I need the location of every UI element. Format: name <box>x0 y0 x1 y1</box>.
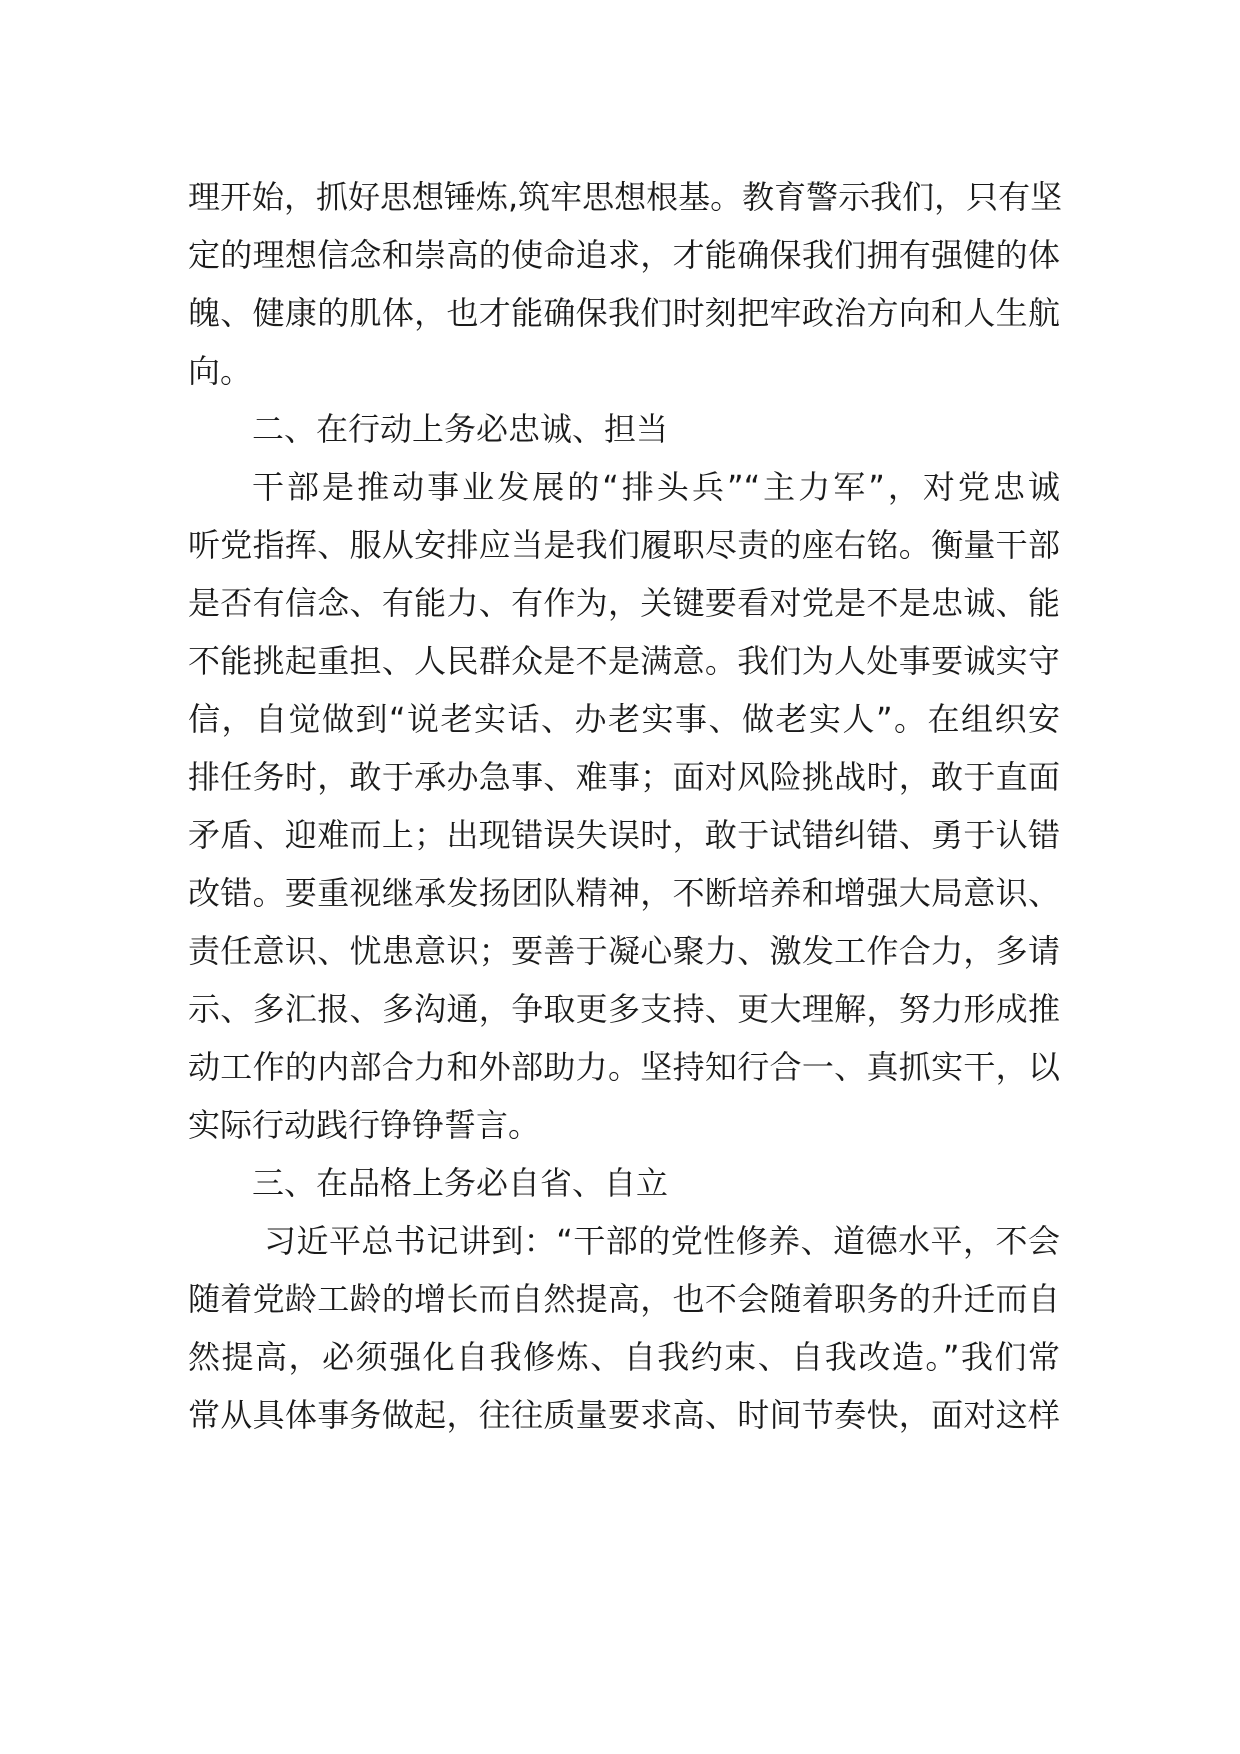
paragraph-line: 信，自觉做到“说老实话、办老实事、做老实人”。在组织安 <box>188 700 1060 738</box>
paragraph-line: 习近平总书记讲到：“干部的党性修养、道德水平，不会 <box>264 1222 1060 1260</box>
paragraph-line: 干部是推动事业发展的“排头兵”“主力军”，对党忠诚 <box>252 468 1060 506</box>
paragraph-line: 示、多汇报、多沟通，争取更多支持、更大理解，努力形成推 <box>188 990 1060 1028</box>
paragraph-line: 不能挑起重担、人民群众是不是满意。我们为人处事要诚实守 <box>188 642 1060 680</box>
paragraph-line: 常从具体事务做起，往往质量要求高、时间节奏快，面对这样 <box>188 1396 1060 1434</box>
paragraph-line: 向。 <box>188 352 253 390</box>
paragraph-line: 动工作的内部合力和外部助力。坚持知行合一、真抓实干，以 <box>188 1048 1060 1086</box>
paragraph-line: 魄、健康的肌体，也才能确保我们时刻把牢政治方向和人生航 <box>188 294 1060 332</box>
paragraph-line: 理开始，抓好思想锤炼,筑牢思想根基。教育警示我们，只有坚 <box>188 178 1063 216</box>
paragraph-line: 实际行动践行铮铮誓言。 <box>188 1106 541 1144</box>
paragraph-line: 随着党龄工龄的增长而自然提高，也不会随着职务的升迁而自 <box>188 1280 1060 1318</box>
section-heading-2: 二、在行动上务必忠诚、担当 <box>252 410 669 448</box>
paragraph-line: 听党指挥、服从安排应当是我们履职尽责的座右铭。衡量干部 <box>188 526 1060 564</box>
paragraph-line: 是否有信念、有能力、有作为，关键要看对党是不是忠诚、能 <box>188 584 1060 622</box>
paragraph-line: 改错。要重视继承发扬团队精神，不断培养和增强大局意识、 <box>188 874 1060 912</box>
paragraph-line: 定的理想信念和崇高的使命追求，才能确保我们拥有强健的体 <box>188 236 1060 274</box>
paragraph-line: 然提高，必须强化自我修炼、自我约束、自我改造。”我们常 <box>188 1338 1060 1376</box>
paragraph-line: 责任意识、忧患意识；要善于凝心聚力、激发工作合力，多请 <box>188 932 1060 970</box>
section-heading-3: 三、在品格上务必自省、自立 <box>252 1164 669 1202</box>
paragraph-line: 矛盾、迎难而上；出现错误失误时，敢于试错纠错、勇于认错 <box>188 816 1060 854</box>
paragraph-line: 排任务时，敢于承办急事、难事；面对风险挑战时，敢于直面 <box>188 758 1060 796</box>
